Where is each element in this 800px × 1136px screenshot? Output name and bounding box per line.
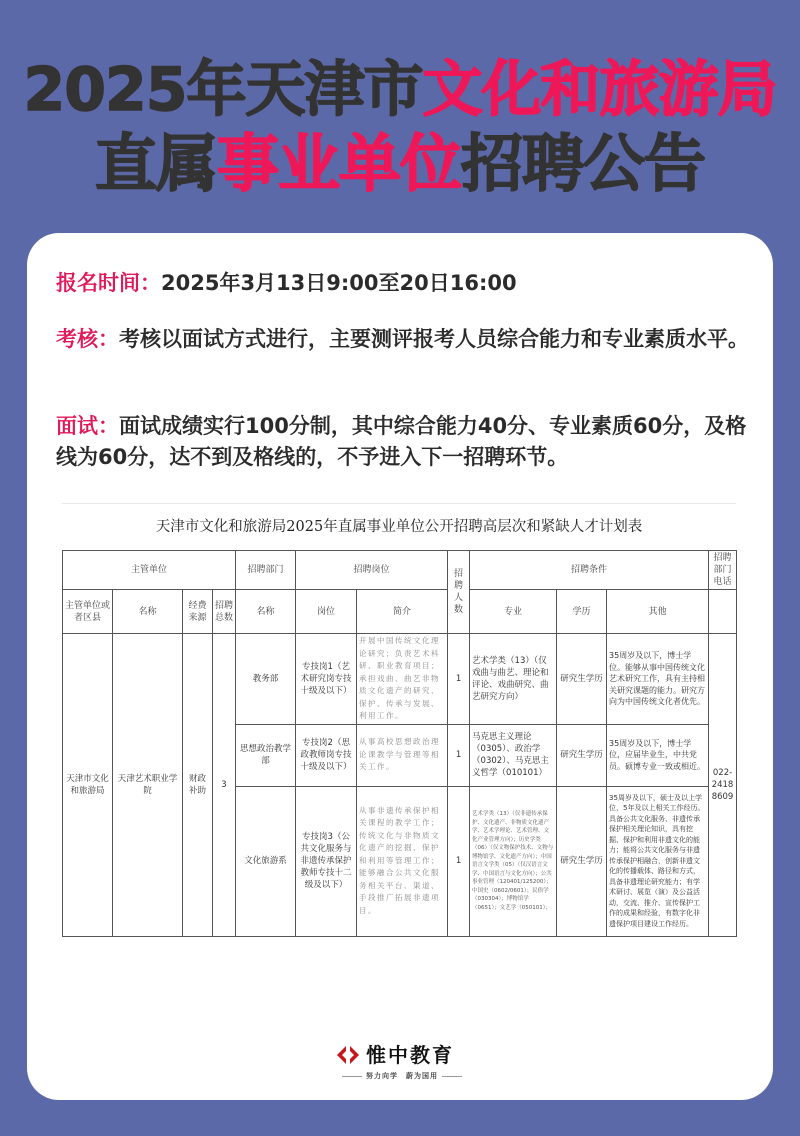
registration-time xyxy=(56,268,756,299)
cell-dept: 文化旅游系 xyxy=(236,786,296,936)
assessment-info xyxy=(56,324,756,355)
assessment-text: 考核以面试方式进行，主要测评报考人员综合能力和专业素质水平。 xyxy=(119,327,749,351)
subheader-post: 岗位 xyxy=(296,590,357,634)
interview-label: 面试： xyxy=(56,414,119,438)
subheader-major: 专业 xyxy=(470,590,557,634)
interview-info xyxy=(56,411,756,473)
diamond-logo-icon xyxy=(337,1044,359,1066)
cell-dept: 教务部 xyxy=(236,634,296,725)
cell-dept: 思想政治教学部 xyxy=(236,724,296,786)
title-dark-part: 2025年天津市 xyxy=(23,55,423,125)
header-headcount: 招聘人数 xyxy=(448,551,470,634)
subheader-education: 学历 xyxy=(557,590,607,634)
title-dark-part: 直属 xyxy=(94,127,217,200)
cell-total: 3 xyxy=(213,634,236,937)
cell-education: 研究生学历 xyxy=(557,634,607,725)
subheader-dept-name: 名称 xyxy=(236,590,296,634)
cell-intro: 从事高校思想政治理论课教学与管理等相关工作。 xyxy=(357,724,448,786)
cell-other: 35周岁及以下，博士学位。能够从事中国传统文化艺术研究工作，具有主持相关研究课题的能力。研究方向为中国传统文化者优先。 xyxy=(607,634,709,725)
title-dark-part: 招聘公告 xyxy=(461,127,706,200)
subheader-funding: 经费来源 xyxy=(183,590,213,634)
cell-funding: 财政补助 xyxy=(183,634,213,937)
subheader-total: 招聘总数 xyxy=(213,590,236,634)
cell-count: 1 xyxy=(448,724,470,786)
cell-unit-name: 天津艺术职业学院 xyxy=(113,634,183,937)
subheader-phone-blank xyxy=(709,590,737,634)
cell-education: 研究生学历 xyxy=(557,786,607,936)
table-title: 天津市文化和旅游局2025年直属事业单位公开招聘高层次和紧缺人才计划表 xyxy=(62,503,736,550)
cell-count: 1 xyxy=(448,634,470,725)
registration-label: 报名时间： xyxy=(56,271,161,295)
recruitment-plan-table xyxy=(62,550,737,937)
page-title-line-2 xyxy=(0,128,800,200)
cell-phone: 022-24188609 xyxy=(709,634,737,937)
subheader-intro: 简介 xyxy=(357,590,448,634)
header-requirements: 招聘条件 xyxy=(470,551,709,590)
header-department: 招聘部门 xyxy=(236,551,296,590)
subheader-supervisor-area: 主管单位或者区县 xyxy=(63,590,113,634)
title-accent-part: 事业单位 xyxy=(216,127,461,200)
sub-header-row xyxy=(63,590,737,634)
group-header-row xyxy=(63,551,737,590)
assessment-label: 考核： xyxy=(56,327,119,351)
cell-major: 艺术学类（13）（仅戏曲与曲艺、理论和评论、戏曲研究、曲艺研究方向） xyxy=(470,634,557,725)
recruitment-plan-table-container xyxy=(62,503,736,937)
cell-intro: 从事非遗传承保护相关课程的教学工作；传统文化与非物质文化遗产的挖掘、保护和利用等管理工作；能够融合公共文化服务相关平台、渠道、手段推广拓展非遗项目。 xyxy=(357,786,448,936)
title-accent-part: 文化和旅游局 xyxy=(422,55,777,125)
cell-post: 专技岗2（思政教师岗专技十级及以下） xyxy=(296,724,357,786)
cell-post: 专技岗3（公共文化服务与非遗传承保护教师专技十二级及以下） xyxy=(296,786,357,936)
subheader-other: 其他 xyxy=(607,590,709,634)
header-supervisor: 主管单位 xyxy=(63,551,236,590)
cell-supervisor-area: 天津市文化和旅游局 xyxy=(63,634,113,937)
subheader-unit-name: 名称 xyxy=(113,590,183,634)
registration-text: 2025年3月13日9:00至20日16:00 xyxy=(161,271,517,295)
brand-logo xyxy=(332,1041,472,1081)
header-phone: 招聘部门电话 xyxy=(709,551,737,590)
cell-intro: 开展中国传统文化理论研究；负责艺术科研、职业教育项目；承担戏曲、曲艺非物质文化遗产的研究、保护、传承与发展、利用工作。 xyxy=(357,634,448,725)
cell-major: 马克思主义理论（0305）、政治学（0302）、马克思主义哲学（010101） xyxy=(470,724,557,786)
header-position: 招聘岗位 xyxy=(296,551,448,590)
interview-text: 面试成绩实行100分制，其中综合能力40分、专业素质60分，及格线为60分，达不到及格线的，不予进入下一招聘环节。 xyxy=(56,414,747,469)
cell-education: 研究生学历 xyxy=(557,724,607,786)
brand-slogan: 努力向学 蔚为国用 xyxy=(332,1071,472,1081)
cell-other: 35周岁及以下，硕士及以上学位，5年及以上相关工作经历。具备公共文化服务、非遗传承保护相关理论知识，具有挖掘、保护和利用非遗文化的能力；能将公共文化服务与非遗传承保护相融合，创新非遗文化的传播载体、路径和方式，具备非遗理论研究能力；有学术研讨、展览（演）及公益活动，交流、推介、宣传保护工作的成果和经验，有数字化非遗保护项目建设工作经历。 xyxy=(607,786,709,936)
table-row xyxy=(63,634,737,725)
cell-other: 35周岁及以下，博士学位，应届毕业生，中共党员。硕博专业一致或相近。 xyxy=(607,724,709,786)
cell-post: 专技岗1（艺术研究岗专技十级及以下） xyxy=(296,634,357,725)
brand-name: 惟中教育 xyxy=(366,1043,454,1067)
cell-count: 1 xyxy=(448,786,470,936)
cell-major: 艺术学类（13）（仅非遗传承保护、文化遗产、非物质文化遗产学、艺术学理论、艺术管理、文化产业管理方向）；历史学类（06）（仅文物保护技术、文物与博物馆学、文化遗产方向）；中国语言文学类（05）（仅汉语言文学、中国语言与文化方向）；公共事业管理（120401/125200）；中国史（0602/0601）；民俗学（030304）；博物馆学（0651）；文艺学（050101）； xyxy=(470,786,557,936)
page-title-line-1 xyxy=(0,54,800,126)
